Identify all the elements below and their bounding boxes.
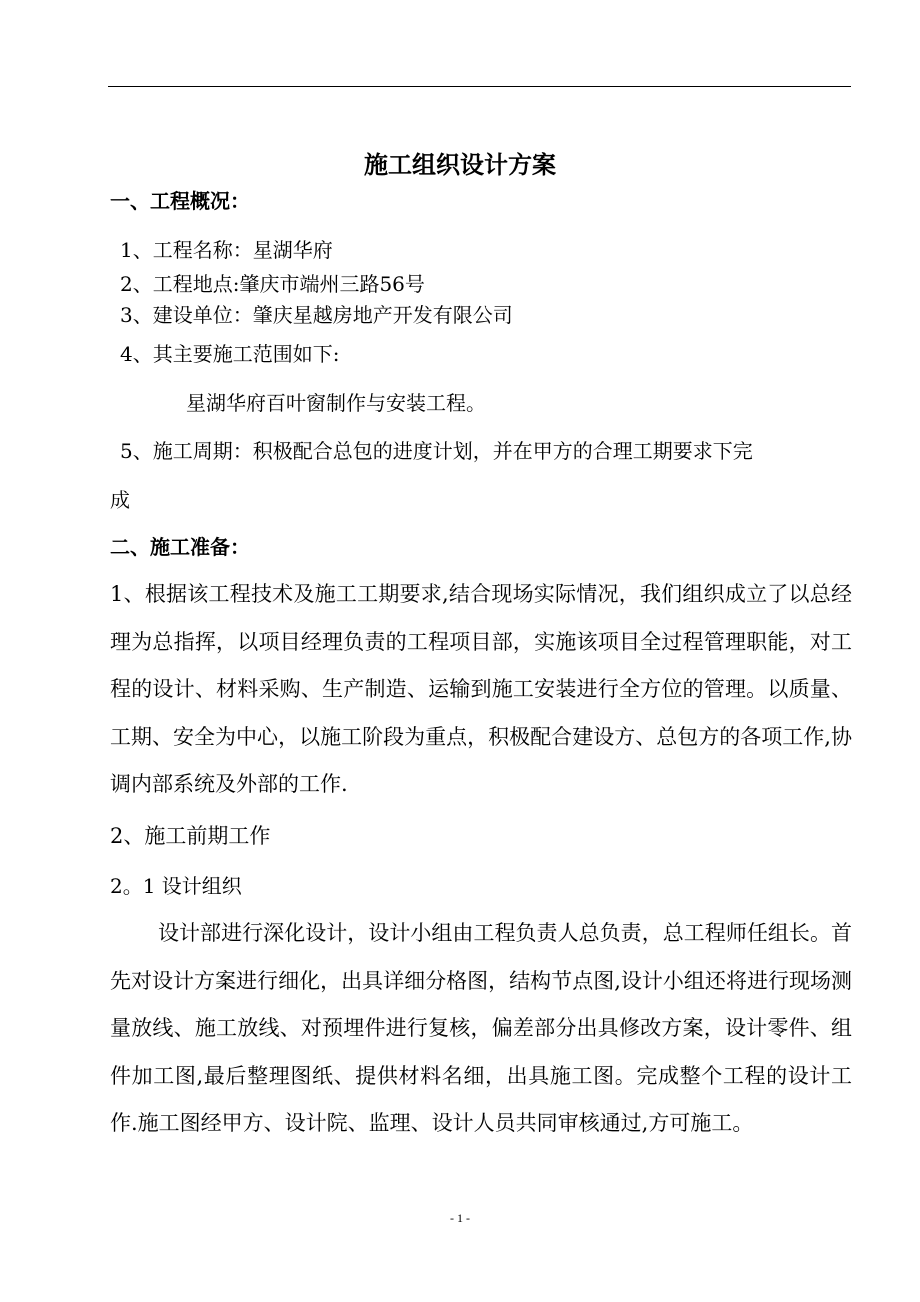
section-heading-overview: 一、工程概况： [110, 189, 250, 213]
design-organization-paragraph: 设计部进行深化设计，设计小组由工程负责人总负责，总工程师任组长。首先对设计方案进行细化，出具详细分格图，结构节点图,设计小组还将进行现场测量放线、施工放线、对预埋件进行复核，偏差部分出具修改方案，设计零件、组件加工图,最后整理图纸、提供材料名细，出具施工图。完成整个工程的设计工作.施工图经甲方、设计院、监理、设计人员共同审核通过,方可施工。 [110, 921, 852, 1136]
project-location-item: 2、工程地点:肇庆市端州三路56号 [120, 272, 425, 296]
design-organization-heading: 2。1 设计组织 [110, 874, 242, 898]
schedule-item-line2: 成 [110, 488, 130, 512]
scope-intro-item: 4、其主要施工范围如下: [120, 342, 340, 366]
pre-construction-heading: 2、施工前期工作 [110, 824, 271, 848]
page-number: - 1 - [450, 1211, 470, 1225]
document-title: 施工组织设计方案 [364, 150, 556, 179]
section-heading-preparation: 二、施工准备： [110, 535, 250, 559]
preparation-paragraph: 1、根据该工程技术及施工工期要求,结合现场实际情况，我们组织成立了以总经理为总指挥，以项目经理负责的工程项目部，实施该项目全过程管理职能，对工程的设计、材料采购、生产制造、运输到施工安装进行全方位的管理。以质量、工期、安全为中心，以施工阶段为重点，积极配合建设方、总包方的各项工作,协调内部系统及外部的工作. [110, 582, 852, 797]
developer-item: 3、建设单位：肇庆星越房地产开发有限公司 [120, 303, 513, 327]
schedule-item-line1: 5、施工周期：积极配合总包的进度计划，并在甲方的合理工期要求下完 [120, 439, 753, 463]
scope-description: 星湖华府百叶窗制作与安装工程。 [186, 391, 486, 415]
project-name-item: 1、工程名称：星湖华府 [120, 238, 333, 262]
header-rule [108, 86, 851, 87]
